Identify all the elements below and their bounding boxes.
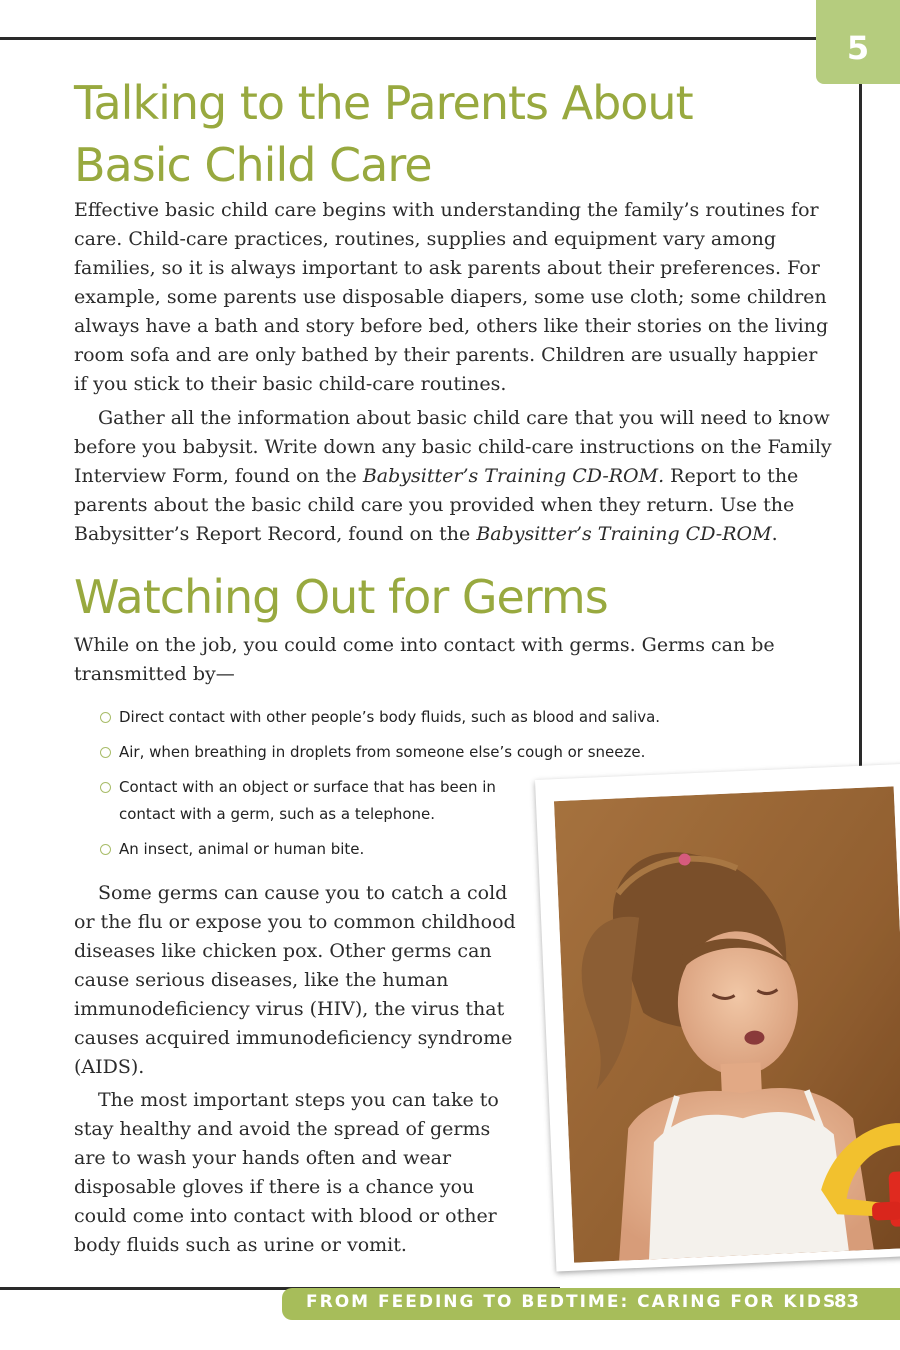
list-item bbox=[100, 739, 660, 766]
list-item bbox=[100, 774, 519, 828]
bullet-circle-icon bbox=[100, 712, 111, 723]
cd-rom-title-1: Babysitter’s Training CD-ROM. bbox=[362, 465, 665, 487]
paragraph-basic-care: Effective basic child care begins with understanding the family’s routines for care. Child-care practices, routines, supplies and equipment vary among families, so it is always important to ask parents about their preferences. For example, some parents use disposable diapers, some use cloth; some children always have a bath and story before bed, others like their stories on the living room sofa and are only bathed by their parents. Children are usually happier if you stick to their basic child-care routines. bbox=[74, 199, 829, 395]
coughing-girl-photo bbox=[554, 786, 900, 1262]
paragraph-prevention-steps: The most important steps you can take to stay healthy and avoid the spread of germs are to wash your hands often and wear disposable gloves if there is a chance you could come into contact with blood or other body fluids such as urine or vomit. bbox=[74, 1089, 499, 1256]
list-item-text: Air, when breathing in droplets from someone else’s cough or sneeze. bbox=[119, 743, 646, 761]
list-item-text: An insect, animal or human bite. bbox=[119, 840, 365, 858]
para2-text-1: Gather all the information about basic child care that you will need to know before you babysit. Write down any basic child-care instructions on the Family Interview Form, found on the bbox=[74, 407, 832, 487]
right-rule bbox=[859, 84, 862, 774]
section-heading-germs: Watching Out for Germs bbox=[74, 570, 608, 624]
cd-rom-title-2: Babysitter’s Training CD-ROM bbox=[476, 523, 772, 545]
bullet-circle-icon bbox=[100, 782, 111, 793]
top-rule bbox=[0, 37, 820, 40]
chapter-tab: 5 bbox=[816, 0, 900, 84]
para2-end: . bbox=[771, 523, 778, 545]
footer-bar bbox=[282, 1288, 900, 1320]
page-number: 83 bbox=[834, 1291, 860, 1312]
footer-title: FROM FEEDING TO BEDTIME: CARING FOR KIDS bbox=[306, 1292, 838, 1312]
paragraph-germs-intro: While on the job, you could come into contact with germs. Germs can be transmitted by— bbox=[74, 634, 775, 685]
section-heading-basic-care bbox=[74, 72, 774, 196]
heading-line-2: Basic Child Care bbox=[74, 138, 432, 192]
paragraph-gather-info bbox=[74, 404, 834, 549]
photo-frame bbox=[535, 764, 900, 1272]
bullet-circle-icon bbox=[100, 747, 111, 758]
para2-text-2: Report to the parents about the basic child care you provided when they return. Use the Babysitter’s Report Record, found on the bbox=[74, 465, 799, 545]
list-item-text: Direct contact with other people’s body fluids, such as blood and saliva. bbox=[119, 708, 661, 726]
heading-line-1: Talking to the Parents About bbox=[74, 76, 693, 130]
list-item bbox=[100, 704, 660, 731]
bullet-circle-icon bbox=[100, 844, 111, 855]
paragraph-germs-diseases: Some germs can cause you to catch a cold or the flu or expose you to common childhood diseases like chicken pox. Other germs can cause serious diseases, like the human immunodeficiency virus (HIV), the virus that causes acquired immunodeficiency syndrome (AIDS). bbox=[74, 882, 516, 1078]
list-item-text: Contact with an object or surface that has been in contact with a germ, such as a telephone. bbox=[119, 778, 496, 823]
